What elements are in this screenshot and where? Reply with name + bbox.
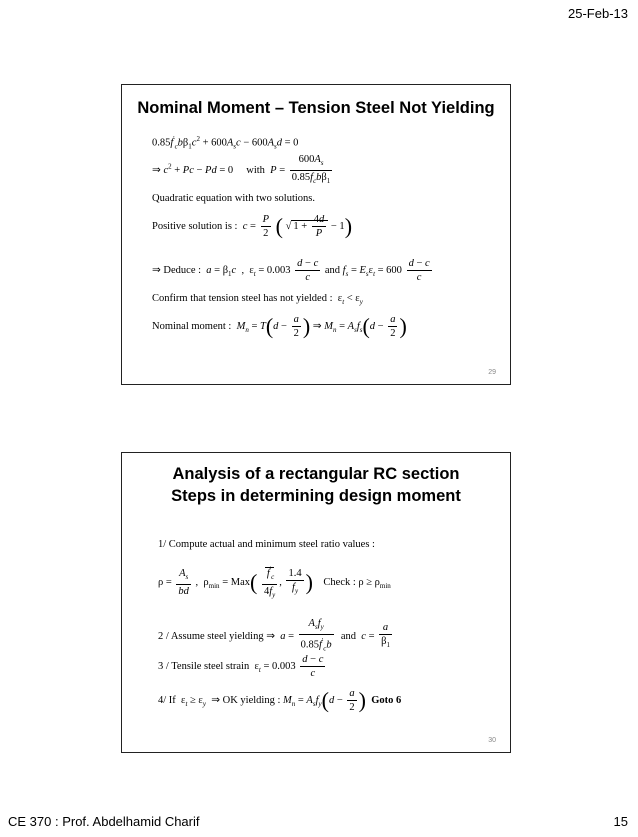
deduce-label: ⇒ Deduce :: [152, 264, 202, 276]
positive-solution-label: Positive solution is :: [152, 220, 238, 232]
equation-confirm: Confirm that tension steel has not yielded : $\varepsilon_t < \varepsilon_y$: [152, 293, 363, 307]
slide-number: 29: [488, 369, 496, 376]
equation-deduce: ⇒ Deduce : $a = \beta_1c$ , $\varepsilon_t = 0.003$ $\frac{d - c}{c}$ and $f_s = E_s\varepsilon_t = 600$ $\frac{d - c}{c}$: [152, 258, 430, 283]
slide-title: [122, 463, 510, 507]
slide-title-line1: Analysis of a rectangular RC section: [172, 465, 460, 483]
quadratic-text: Quadratic equation with two solutions.: [152, 193, 316, 204]
equation-equilibrium: $0.85f'_cb\beta_1c^2 + 600A_sc - 600A_sd = 0$: [152, 135, 299, 151]
and-label: and: [324, 264, 341, 276]
nominal-moment-label: Nominal moment :: [152, 320, 232, 332]
equation-tensile-strain: 3 / Tensile steel strain $\varepsilon_t = 0.003$ $\frac{d - c}{c}$: [158, 654, 324, 679]
equation-steel-ratio: ρ = $\frac{A_s}{bd}$ , $\rho_{min} = Max$( $\frac{f'_c}{4f_y}$ , $\frac{1.4}{f_y}$ ) Check : $\rho \ge \rho_{min}$: [158, 565, 391, 599]
slide-29: [121, 84, 511, 385]
with-label: with: [246, 165, 265, 176]
footer-course: CE 370 : Prof. Abdelhamid Charif: [8, 814, 200, 829]
equation-quadratic: ⇒ $c^2 + Pc - Pd = 0$ with P = $\frac{600A_s}{0.85f_cb\beta_1}$: [152, 154, 331, 186]
slide-number: 30: [488, 737, 496, 744]
equation-nominal-moment: Nominal moment : $M_n = T(d$ − $\frac{a}{2}$ ) ⇒ $M_n = A_sf_s(d$ − $\frac{a}{2}$ ): [152, 313, 407, 339]
step1-text: 1/ Compute actual and minimum steel ratio values :: [158, 539, 375, 550]
and-label: and: [340, 630, 357, 642]
slide-30: [121, 452, 511, 753]
step2-label: 2 / Assume steel yielding ⇒: [158, 630, 275, 642]
step4-label: 4/ If: [158, 694, 176, 706]
equation-ok-yielding: 4/ If $\varepsilon_t \ge \varepsilon_y$ ⇒ OK yielding : $M_n = A_sf_y(d$ − $\frac{a}{2}$ ) Goto 6: [158, 687, 402, 713]
footer-page-number: 15: [613, 814, 628, 829]
ok-label: ⇒ OK yielding :: [211, 694, 281, 706]
slide-title: Nominal Moment – Tension Steel Not Yielding: [137, 99, 495, 117]
slide-title-line2: Steps in determining design moment: [171, 487, 461, 505]
equation-positive-solution: Positive solution is : c = $\frac{P}{2}$ ( √ 1 + $\frac{4d}{P}$ − 1): [152, 213, 353, 239]
goto-label: Goto 6: [371, 694, 402, 706]
equation-assume-yielding: 2 / Assume steel yielding ⇒ a = $\frac{A_sf_y}{0.85f'_cb}$ and c = $\frac{a}{\beta_1}$: [158, 618, 390, 653]
step3-label: 3 / Tensile steel strain: [158, 660, 250, 672]
confirm-label: Confirm that tension steel has not yielded :: [152, 293, 333, 304]
header-date: 25-Feb-13: [568, 6, 628, 21]
check-label: Check :: [323, 576, 356, 588]
